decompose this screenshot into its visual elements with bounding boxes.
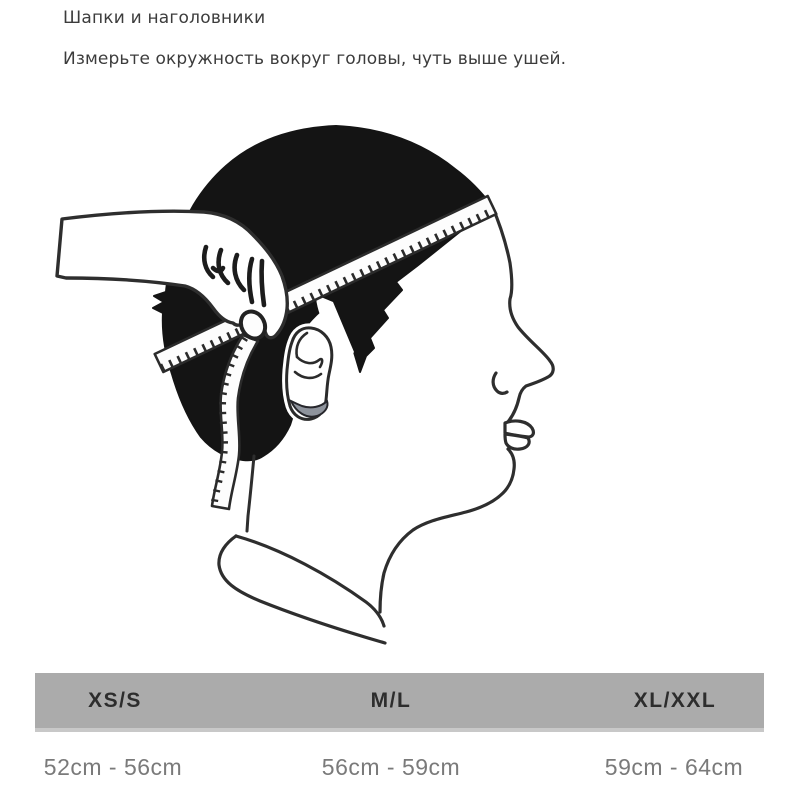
measure-instruction: Измерьте окружность вокруг головы, чуть выше ушей. bbox=[63, 49, 567, 69]
chin-neck-line bbox=[380, 449, 514, 612]
size-column-xs-s: XS/S bbox=[88, 689, 142, 712]
collar bbox=[219, 536, 385, 643]
head-measurement-illustration bbox=[40, 98, 570, 662]
nostril-line bbox=[493, 373, 507, 393]
forehead-nose-line bbox=[492, 206, 553, 423]
size-table-header bbox=[35, 673, 764, 732]
size-column-m-l: M/L bbox=[370, 689, 412, 712]
size-range-m-l: 56cm - 59cm bbox=[321, 754, 461, 780]
page-title: Шапки и наголовники bbox=[63, 8, 266, 28]
ear bbox=[287, 328, 332, 420]
lower-lip bbox=[505, 434, 529, 449]
size-column-xl-xxl: XL/XXL bbox=[633, 689, 717, 712]
neck-back-line bbox=[247, 456, 254, 531]
size-table-values bbox=[0, 752, 800, 782]
size-range-xs-s: 52cm - 56cm bbox=[43, 754, 183, 780]
size-range-xl-xxl: 59cm - 64cm bbox=[604, 754, 744, 780]
